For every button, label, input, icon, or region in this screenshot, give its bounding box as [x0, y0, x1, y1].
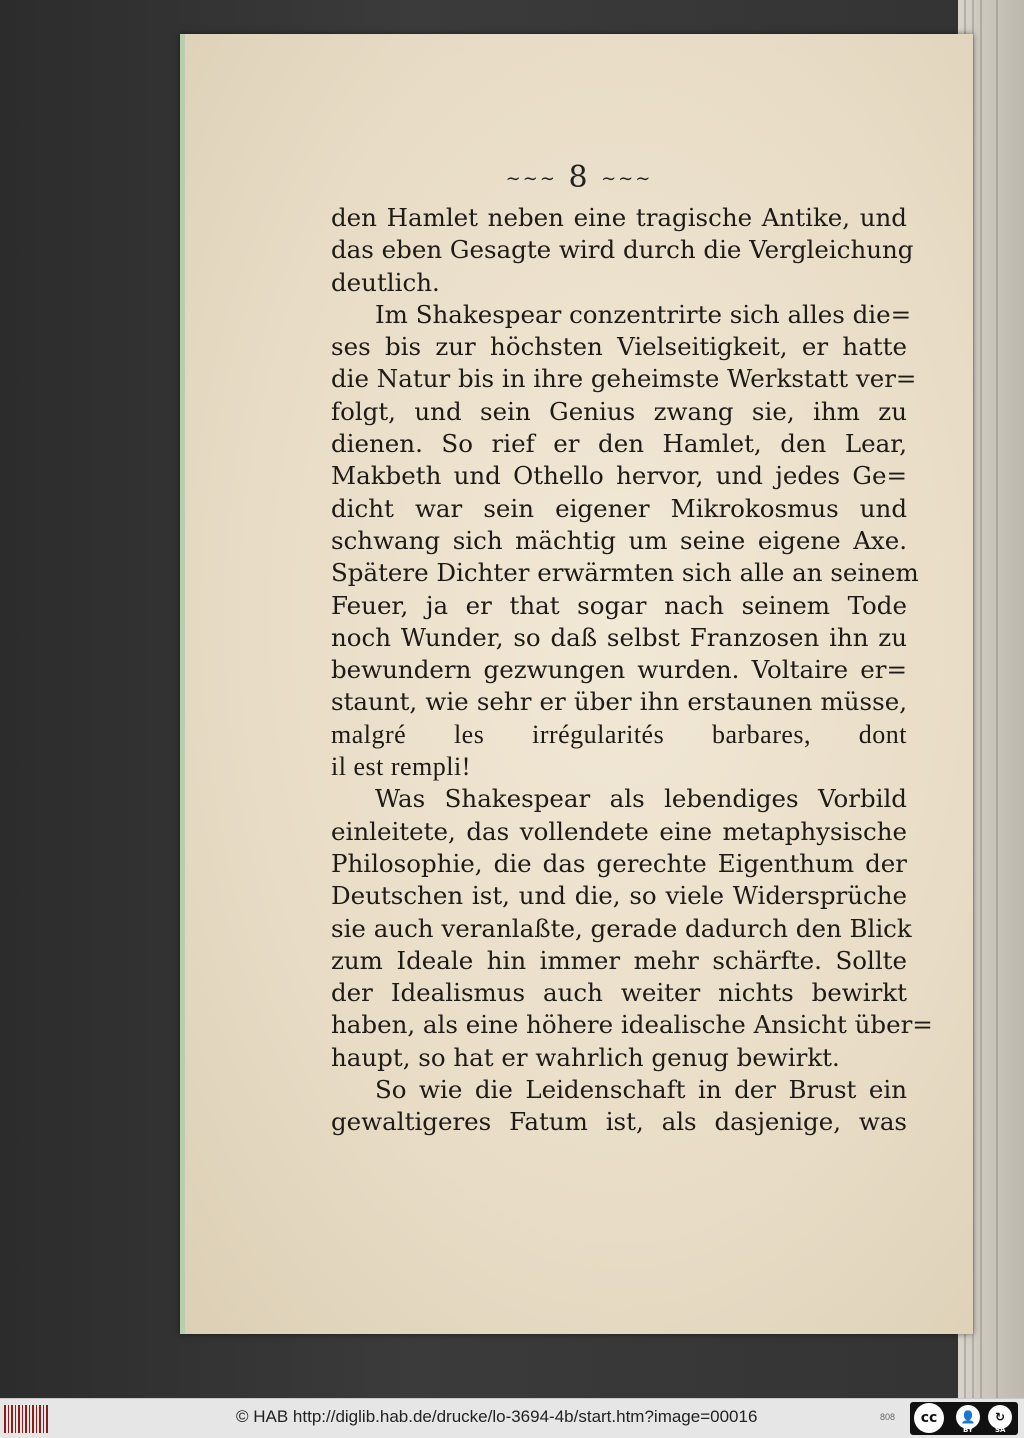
text-line: haben, als eine höhere idealische Ansicht über= — [331, 1010, 933, 1040]
text-line: dienen. So rief er den Hamlet, den Lear, — [331, 429, 907, 459]
hab-logo-icon[interactable] — [4, 1405, 48, 1433]
text-line: der Idealismus auch weiter nichts bewirkt — [331, 978, 907, 1008]
text-line: noch Wunder, so daß selbst Franzosen ihn zu — [331, 622, 907, 652]
text-line: bewundern gezwungen wurden. Voltaire er= — [331, 655, 907, 685]
text-line-french: malgré les irrégularités barbares, dont — [331, 719, 907, 749]
text-line: Makbeth und Othello hervor, und jedes Ge= — [331, 461, 907, 491]
book-page — [180, 34, 973, 1334]
footer-ref: 808 — [880, 1412, 896, 1422]
text-line: Im Shakespear conzentrirte sich alles die= — [375, 299, 912, 329]
ornament-left-icon: ∼∼∼ — [505, 168, 557, 190]
text-line: Deutschen ist, und die, so viele Widersprüche — [331, 881, 907, 911]
cc-icon: cc — [914, 1403, 944, 1433]
by-attribution-icon: 👤 — [956, 1405, 980, 1429]
text-line: zum Ideale hin immer mehr schärfte. Sollte — [331, 945, 907, 975]
text-line: Spätere Dichter erwärmten sich alle an seinem — [331, 558, 919, 588]
page-number: 8 — [568, 160, 590, 195]
text-line-french: il est rempli! — [331, 752, 471, 782]
text-line: die Natur bis in ihre geheimste Werkstatt ver= — [331, 364, 917, 394]
text-line: Feuer, ja er that sogar nach seinem Tode — [331, 590, 907, 620]
ornament-right-icon: ∼∼∼ — [601, 168, 653, 190]
body-text — [331, 202, 933, 1139]
text-line: Was Shakespear als lebendiges Vorbild — [375, 784, 907, 814]
page-number-header — [185, 160, 973, 195]
text-line: So wie die Leidenschaft in der Brust ein — [375, 1075, 907, 1105]
text-line: deutlich. — [331, 267, 440, 297]
text-line: das eben Gesagte wird durch die Vergleichung — [331, 235, 914, 265]
footer-bar — [0, 1398, 1024, 1438]
text-line: dicht war sein eigener Mikrokosmus und — [331, 493, 907, 523]
cc-license-badge[interactable] — [910, 1402, 1018, 1435]
text-line: sie auch veranlaßte, gerade dadurch den Blick — [331, 913, 912, 943]
by-label: BY — [963, 1426, 974, 1434]
sa-share-alike-icon: ↻ — [988, 1405, 1012, 1429]
text-line: staunt, wie sehr er über ihn erstaunen müsse, — [331, 687, 907, 717]
copyright-link[interactable]: © HAB http://diglib.hab.de/drucke/lo-3694-4b/start.htm?image=00016 — [236, 1407, 758, 1426]
text-line: den Hamlet neben eine tragische Antike, und — [331, 203, 907, 232]
text-line: Philosophie, die das gerechte Eigenthum der — [331, 848, 907, 878]
text-line: schwang sich mächtig um seine eigene Axe. — [331, 525, 907, 555]
text-line: folgt, und sein Genius zwang sie, ihm zu — [331, 396, 907, 426]
text-line: gewaltigeres Fatum ist, als dasjenige, was — [331, 1107, 907, 1137]
text-line: einleitete, das vollendete eine metaphysische — [331, 816, 907, 846]
sa-label: SA — [995, 1426, 1006, 1434]
text-line: ses bis zur höchsten Vielseitigkeit, er hatte — [331, 332, 907, 362]
text-line: haupt, so hat er wahrlich genug bewirkt. — [331, 1042, 840, 1072]
